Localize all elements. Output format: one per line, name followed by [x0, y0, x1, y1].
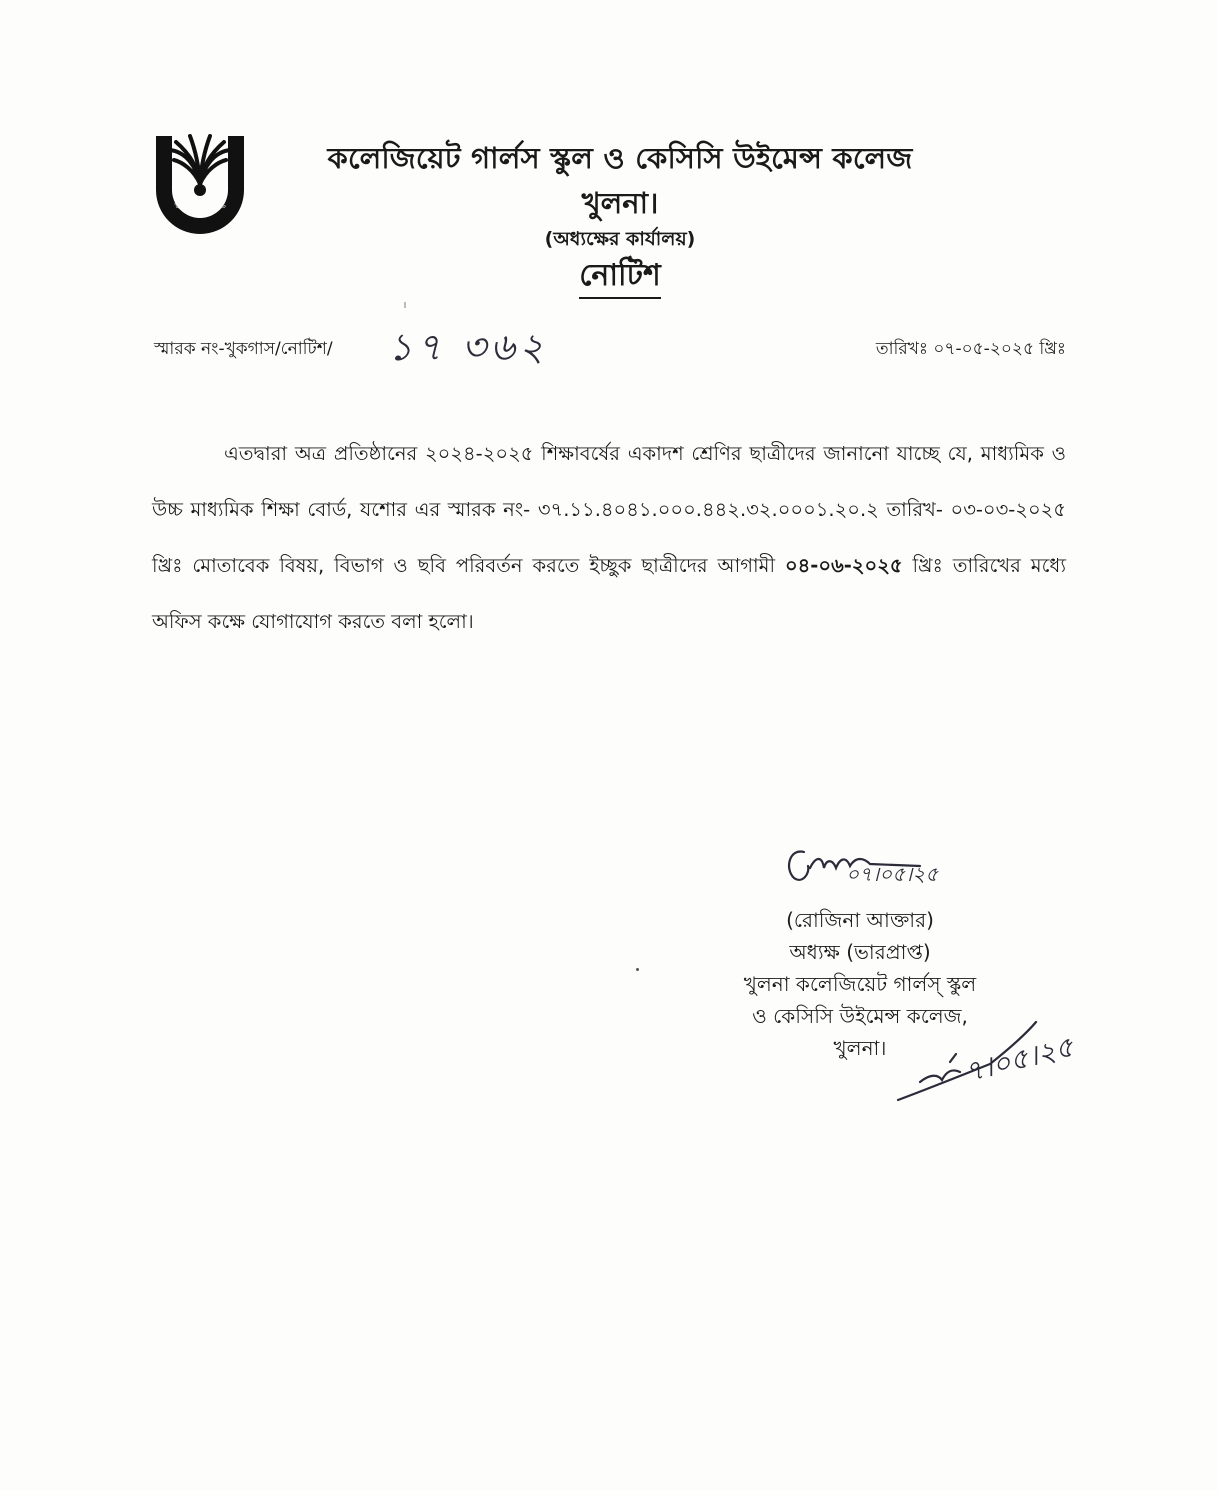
- memo-handwritten-number: ১৭ ৩৬২: [388, 325, 548, 369]
- scan-speck: [636, 968, 639, 971]
- institution-city: খুলনা।: [581, 186, 659, 220]
- signatory-org-line-2: ও কেসিসি উইমেন্স কলেজ,: [752, 1004, 968, 1028]
- signatory-org-line-3: খুলনা।: [833, 1036, 887, 1060]
- body-part-2: খ্রিঃ তারিখের মধ্যে অফিস কক্ষে যোগাযোগ করতে বলা হলো।: [152, 554, 1066, 633]
- deadline-date: ০৪-০৬-২০২৫: [784, 554, 903, 577]
- office-name: (অধ্যক্ষের কার্যালয়): [544, 228, 696, 250]
- notice-body: [152, 426, 1066, 650]
- logo-inner-text: স্থাপিত ঃ ১৯৯৬: [174, 202, 226, 210]
- signatory-designation: অধ্যক্ষ (ভারপ্রাপ্ত): [789, 940, 931, 964]
- countersign-date: ৭।০৫।২৫: [961, 1030, 1077, 1089]
- signature-date: ০৭।০৫।২৫: [846, 862, 939, 886]
- memo-number: [154, 334, 333, 364]
- school-emblem-icon: [150, 128, 250, 234]
- institution-name: কলেজিয়েট গার্লস স্কুল ও কেসিসি উইমেন্স কলেজ: [327, 141, 913, 175]
- body-part-1: এতদ্বারা অত্র প্রতিষ্ঠানের ২০২৪-২০২৫ শিক্ষাবর্ষের একাদশ শ্রেণির ছাত্রীদের জানানো যাচ্ছে যে, মাধ্যমিক ও উচ্চ মাধ্যমিক শিক্ষা বোর্ড, যশোর এর স্মারক নং- ৩৭.১১.৪০৪১.০০০.৪৪২.৩২.০০০১.২০.২ তারিখ- ০৩-০৩-২০২৫ খ্রিঃ মোতাবেক বিষয়, বিভাগ ও ছবি পরিবর্তন করতে ইচ্ছুক ছাত্রীদের আগামী: [152, 442, 1066, 577]
- notice-date: তারিখঃ ০৭-০৫-২০২৫ খ্রিঃ: [875, 339, 1066, 359]
- page-title: নোটিশ: [579, 256, 660, 299]
- signatory-org-line-1: খুলনা কলেজিয়েট গার্লস্ স্কুল: [743, 972, 977, 996]
- signatory-name: (রোজিনা আক্তার): [786, 908, 934, 932]
- scan-speck: [404, 302, 406, 308]
- memo-prefix: স্মারক নং-খুকগাস/নোটিশ/: [154, 339, 333, 359]
- letterhead: [270, 136, 970, 299]
